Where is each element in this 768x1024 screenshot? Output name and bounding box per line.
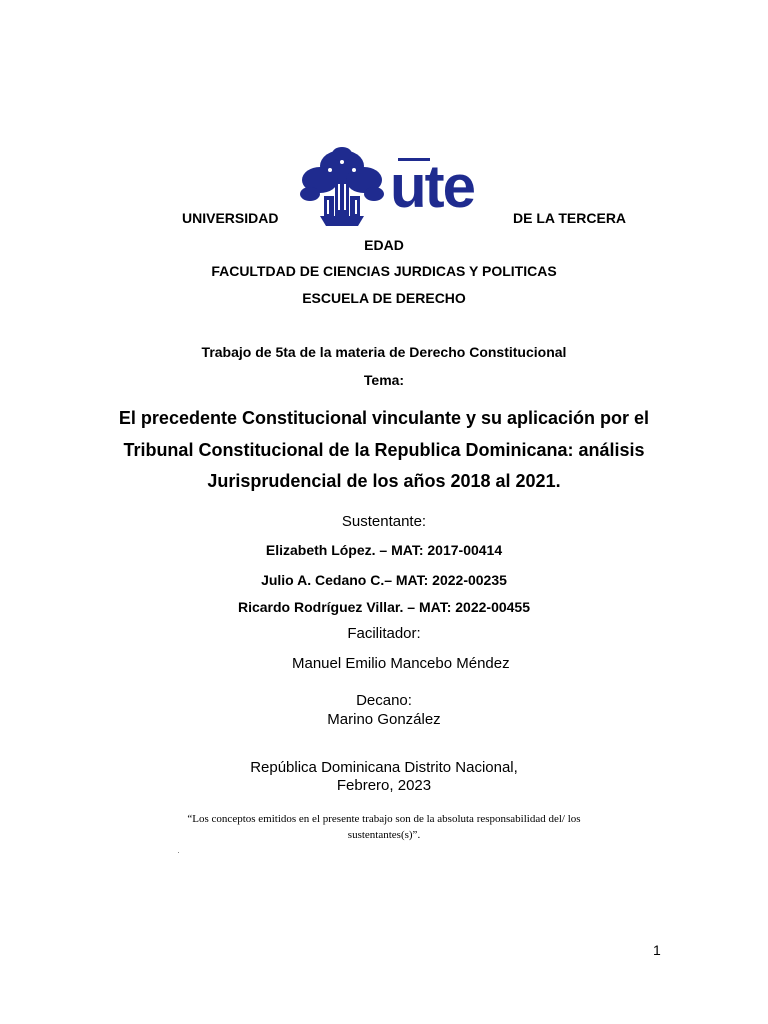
dean-label: Decano: xyxy=(356,692,412,709)
presenter-1: Elizabeth López. – MAT: 2017-00414 xyxy=(265,542,503,558)
page-number: 1 xyxy=(653,942,661,958)
tema-label: Tema: xyxy=(363,372,405,388)
disclaimer-line-1: “Los conceptos emitidos en el presente trabajo son de la absoluta responsabilidad del/ los xyxy=(187,813,581,825)
disclaimer-line-2: sustentantes(s)”. xyxy=(347,829,421,841)
facilitator-name: Manuel Emilio Mancebo Méndez xyxy=(292,655,510,672)
title-line-1: El precedente Constitucional vinculante y su aplicación por el xyxy=(118,408,650,428)
presenters-label: Sustentante: xyxy=(341,513,427,530)
title-line-3: Jurisprudencial de los años 2018 al 2021. xyxy=(207,471,561,491)
place-line: República Dominicana Distrito Nacional, xyxy=(250,759,518,776)
university-name-left: UNIVERSIDAD xyxy=(182,210,279,226)
title-line-2: Tribunal Constitucional de la Republica Dominicana: análisis xyxy=(123,440,645,460)
school-name: ESCUELA DE DERECHO xyxy=(302,290,466,306)
university-name-right: DE LA TERCERA xyxy=(513,210,627,226)
ute-wordmark: ute xyxy=(390,153,474,220)
assignment-line: Trabajo de 5ta de la materia de Derecho Constitucional xyxy=(201,344,567,360)
university-name-continued: EDAD xyxy=(364,237,404,253)
presenter-3: Ricardo Rodríguez Villar. – MAT: 2022-00455 xyxy=(237,599,531,615)
facilitator-label: Facilitador: xyxy=(347,625,421,642)
university-logo xyxy=(300,146,500,230)
faculty-name: FACULTDAD DE CIENCIAS JURDICAS Y POLITICAS xyxy=(211,263,557,279)
date-line: Febrero, 2023 xyxy=(336,777,432,794)
presenter-2: Julio A. Cedano C.– MAT: 2022-00235 xyxy=(261,572,507,588)
stray-mark xyxy=(178,852,179,853)
dean-name: Marino González xyxy=(327,711,441,728)
